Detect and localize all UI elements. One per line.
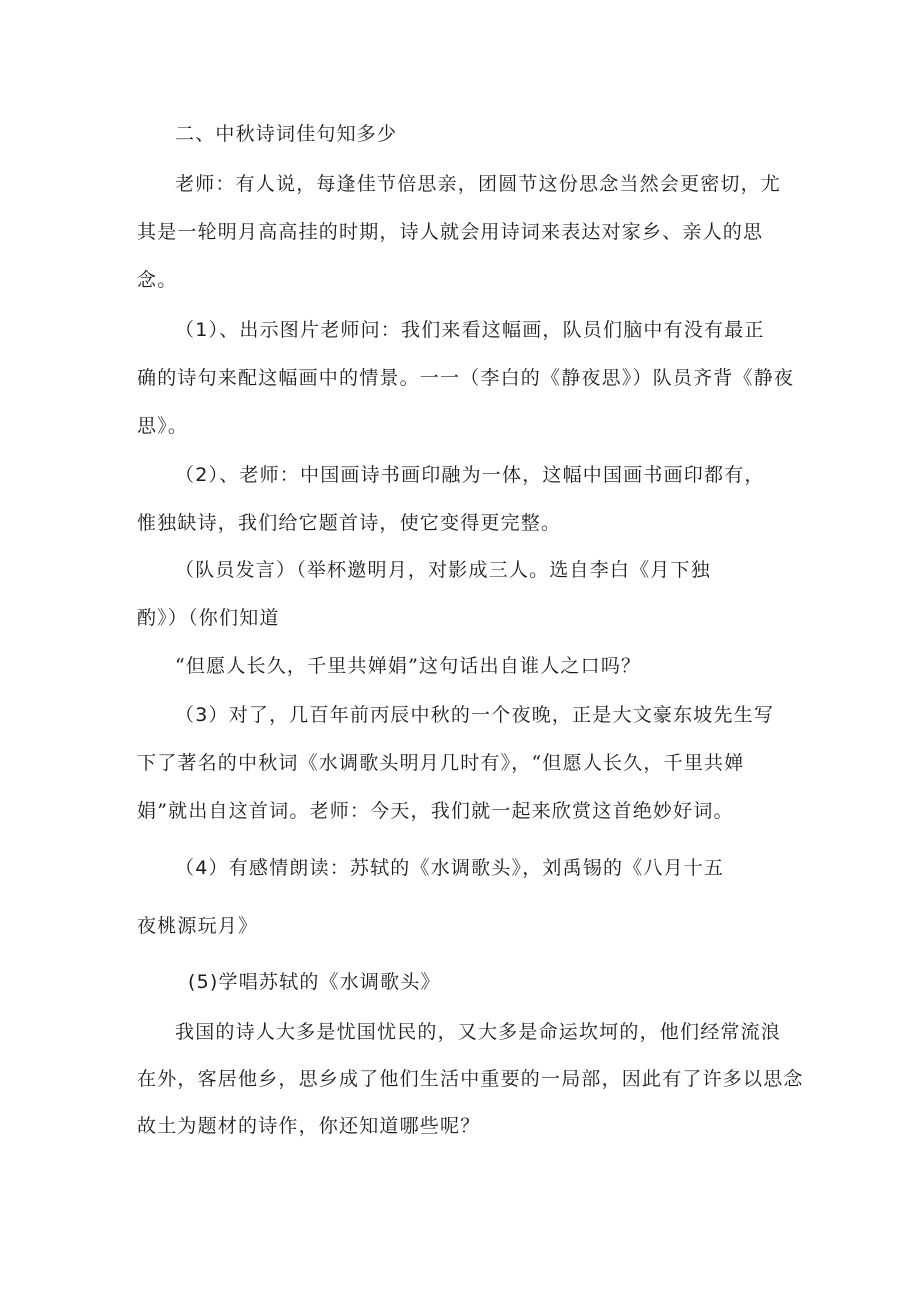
list-item-4-line [175, 856, 724, 880]
list-item-1-text: 、出示图片老师问：我们来看这幅画，队员们脑中有没有最正 [219, 319, 765, 341]
paragraph-line: 其是一轮明月高高挂的时期，诗人就会用诗词来表达对家乡、亲人的思 [137, 221, 764, 243]
paragraph-line: 下了著名的中秋词《水调歌头明月几时有》，“但愿人长久，千里共婵 [137, 752, 745, 774]
list-item-3-number: （3） [175, 704, 229, 726]
paragraph-line: （队员发言）（举杯邀明月，对影成三人。选自李白《月下独 [175, 559, 711, 581]
list-item-3-line [175, 703, 774, 727]
paragraph-line: 夜桃源玩月》 [137, 915, 259, 937]
quote-line: “但愿人长久，千里共婵娟”这句话出自谁人之口吗？ [175, 655, 642, 677]
paragraph-line: 确的诗句来配这幅画中的情景。一一（李白的《静夜思》）队员齐背《静夜 [137, 367, 795, 389]
list-item-4-number: （4） [175, 857, 229, 879]
list-item-2-line [175, 463, 765, 487]
paragraph-line: 酌》）（你们知道 [137, 607, 280, 629]
list-item-1-line [175, 318, 765, 342]
list-item-2-number: （2） [175, 464, 220, 486]
paragraph-line: 老师：有人说，每逢佳节倍思亲，团圆节这份思念当然会更密切，尤 [175, 173, 782, 195]
paragraph-line: 在外，客居他乡，思乡成了他们生活中重要的一局部，因此有了许多以思念 [137, 1068, 804, 1090]
list-item-5-text: 学唱苏轼的《水调歌头》 [218, 971, 441, 993]
paragraph-line: 思》。 [137, 415, 189, 437]
list-item-3-text: 对了，几百年前丙辰中秋的一个夜晚，正是大文豪东坡先生写 [228, 704, 775, 726]
list-item-4-text: 有感情朗读：苏轼的《水调歌头》，刘禹锡的《八月十五 [228, 857, 725, 879]
list-item-2-text: 、老师：中国画诗书画印融为一体，这幅中国画书画印都有， [219, 464, 765, 486]
list-item-1-number: （1） [175, 319, 220, 341]
paragraph-line: 故土为题材的诗作，你还知道哪些呢？ [137, 1115, 481, 1137]
paragraph-line: 念。 [137, 269, 178, 291]
paragraph-line: 我国的诗人大多是忧国忧民的，又大多是命运坎坷的，他们经常流浪 [175, 1021, 782, 1043]
section-heading: 二、中秋诗词佳句知多少 [175, 123, 398, 145]
paragraph-line: 娟”就出自这首词。老师：今天，我们就一起来欣赏这首绝妙好词。 [137, 800, 734, 822]
paragraph-line: 惟独缺诗，我们给它题首诗，使它变得更完整。 [137, 512, 562, 534]
list-item-5-line [188, 970, 441, 994]
list-item-5-number: (5) [188, 971, 219, 993]
